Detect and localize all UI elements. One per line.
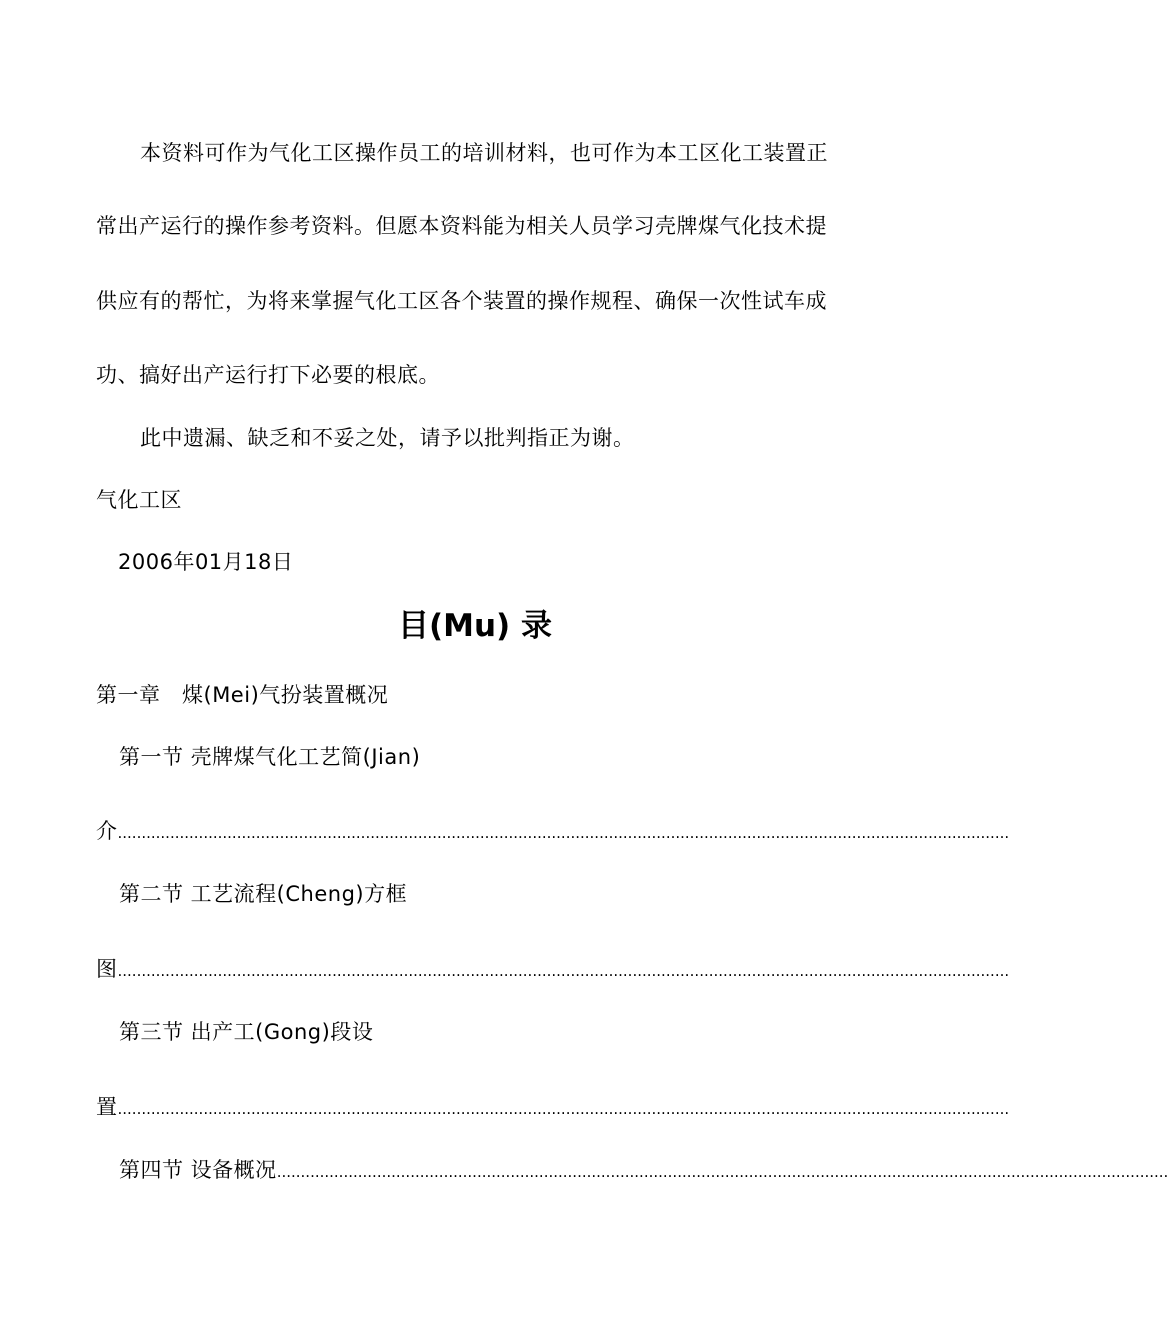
toc-section-4[interactable]	[119, 1157, 1168, 1185]
toc-section-2-tail: 图	[96, 957, 118, 981]
preface-note: 此中遗漏、缺乏和不妥之处，请予以批判指正为谢。	[140, 426, 635, 450]
preface-line-3: 供应有的帮忙，为将来掌握气化工区各个装置的操作规程、确保一次性试车成	[96, 289, 827, 313]
toc-section-4-label: 第四节 设备概况	[119, 1158, 277, 1182]
toc-section-3[interactable]: 第三节 出产工(Gong)段设	[119, 1020, 374, 1044]
toc-section-2[interactable]: 第二节 工艺流程(Cheng)方框	[119, 882, 408, 906]
preface-line-2: 常出产运行的操作参考资料。但愿本资料能为相关人员学习壳牌煤气化技术提	[96, 214, 827, 238]
toc-leader-dots: ...........................................................................................................................................................................................	[117, 962, 1010, 980]
toc-leader-dots: ...........................................................................................................................................................................................	[276, 1163, 1168, 1181]
toc-title: 目(Mu) 录	[397, 608, 553, 644]
toc-leader-dots: ...........................................................................................................................................................................................	[117, 824, 1010, 842]
toc-section-1-tail: 介	[96, 819, 118, 843]
toc-section-3-tail: 置	[96, 1095, 118, 1119]
department-name: 气化工区	[96, 488, 182, 512]
preface-line-1: 本资料可作为气化工区操作员工的培训材料，也可作为本工区化工装置正	[140, 141, 828, 165]
preface-line-4: 功、搞好出产运行打下必要的根底。	[96, 363, 440, 387]
toc-section-3-continuation[interactable]	[96, 1094, 1010, 1122]
toc-section-2-continuation[interactable]	[96, 956, 1010, 984]
toc-section-1-continuation[interactable]	[96, 818, 1010, 846]
toc-leader-dots: ...........................................................................................................................................................................................	[117, 1100, 1010, 1118]
toc-chapter-1[interactable]: 第一章 煤(Mei)气扮装置概况	[96, 683, 389, 707]
toc-section-1[interactable]: 第一节 壳牌煤气化工艺简(Jian)	[119, 745, 421, 769]
preface-date: 2006年01月18日	[118, 550, 294, 574]
